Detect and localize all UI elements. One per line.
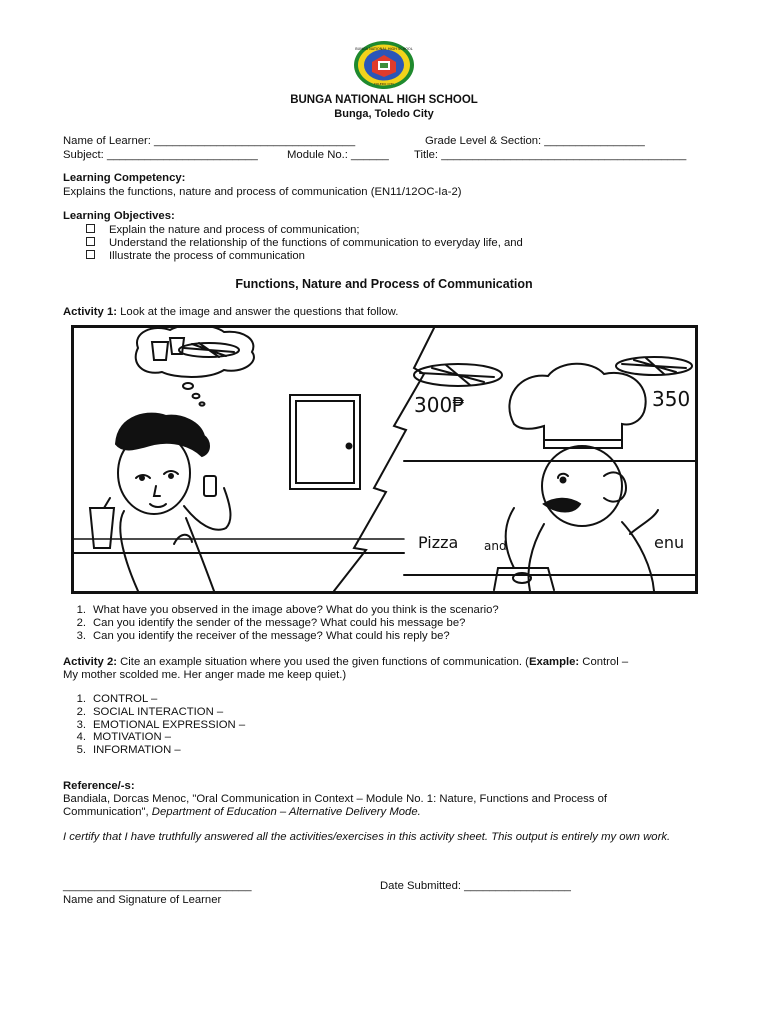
reference-heading: Reference/-s: (63, 780, 135, 792)
grade-level-section-field: Grade Level & Section: ________________ (425, 135, 645, 147)
module-no-field: Module No.: ______ (287, 149, 389, 161)
signature-line: ______________________________ (63, 880, 252, 892)
school-name: BUNGA NATIONAL HIGH SCHOOL (290, 94, 478, 106)
activity2-instruction: Activity 2: Cite an example situation where you used the given functions of communication. (Example: Control – (63, 656, 629, 668)
price-right-text: 350 (652, 387, 691, 411)
list-item: 1. What have you observed in the image above? What do you think is the scenario? (76, 604, 499, 616)
subject-field: Subject: ________________________ (63, 149, 258, 161)
objectives-heading: Learning Objectives: (63, 210, 175, 222)
sign-and-text: and (484, 539, 507, 553)
objective-item: Explain the nature and process of communication; (86, 224, 360, 237)
reference-line-1: Bandiala, Dorcas Menoc, "Oral Communication in Context – Module No. 1: Nature, Functions and Process of (63, 793, 608, 805)
competency-text: Explains the functions, nature and process of communication (EN11/12OC-Ia-2) (63, 186, 462, 198)
list-item: 3. EMOTIONAL EXPRESSION – (76, 719, 246, 731)
objective-item: Understand the relationship of the functions of communication to everyday life, and (86, 237, 523, 250)
list-item: 5. INFORMATION – (76, 744, 181, 756)
sign-menu-text: enu (654, 533, 685, 552)
title-field: Title: _______________________________________ (414, 149, 687, 161)
price-left-text: 300₱ (414, 393, 465, 417)
school-location: Bunga, Toledo City (334, 108, 434, 120)
svg-text:BUNGA NATIONAL HIGH SCHOOL: BUNGA NATIONAL HIGH SCHOOL (355, 47, 413, 51)
certification-statement: I certify that I have truthfully answered all the activities/exercises in this activity sheet. This output is entirely my own work. (63, 831, 671, 843)
list-item: 3. Can you identify the receiver of the message? What could his reply be? (76, 630, 450, 642)
sign-pizza-text: Pizza (418, 533, 459, 552)
checkbox-icon (86, 237, 95, 246)
activity2-example-line: My mother scolded me. Her anger made me keep quiet.) (63, 669, 347, 681)
objective-item: Illustrate the process of communication (86, 250, 305, 263)
comic-illustration (71, 325, 698, 594)
main-title: Functions, Nature and Process of Communication (235, 277, 533, 291)
list-item: 2. SOCIAL INTERACTION – (76, 706, 224, 718)
checkbox-icon (86, 224, 95, 233)
activity1-instruction: Activity 1: Look at the image and answer the questions that follow. (63, 306, 399, 318)
list-item: 2. Can you identify the sender of the message? What could his message be? (76, 617, 466, 629)
signature-label: Name and Signature of Learner (63, 894, 222, 906)
comic-drawing (74, 328, 695, 591)
checkbox-icon (86, 250, 95, 259)
name-of-learner-field: Name of Learner: ________________________________ (63, 135, 356, 147)
date-submitted-field: Date Submitted: _________________ (380, 880, 571, 892)
school-seal-logo (353, 40, 415, 90)
list-item: 1. CONTROL – (76, 693, 158, 705)
list-item: 4. MOTIVATION – (76, 731, 172, 743)
svg-text:TOLEDO CITY: TOLEDO CITY (373, 82, 395, 86)
reference-line-2: Communication", Department of Education – Alternative Delivery Mode. (63, 806, 421, 818)
competency-heading: Learning Competency: (63, 172, 186, 184)
